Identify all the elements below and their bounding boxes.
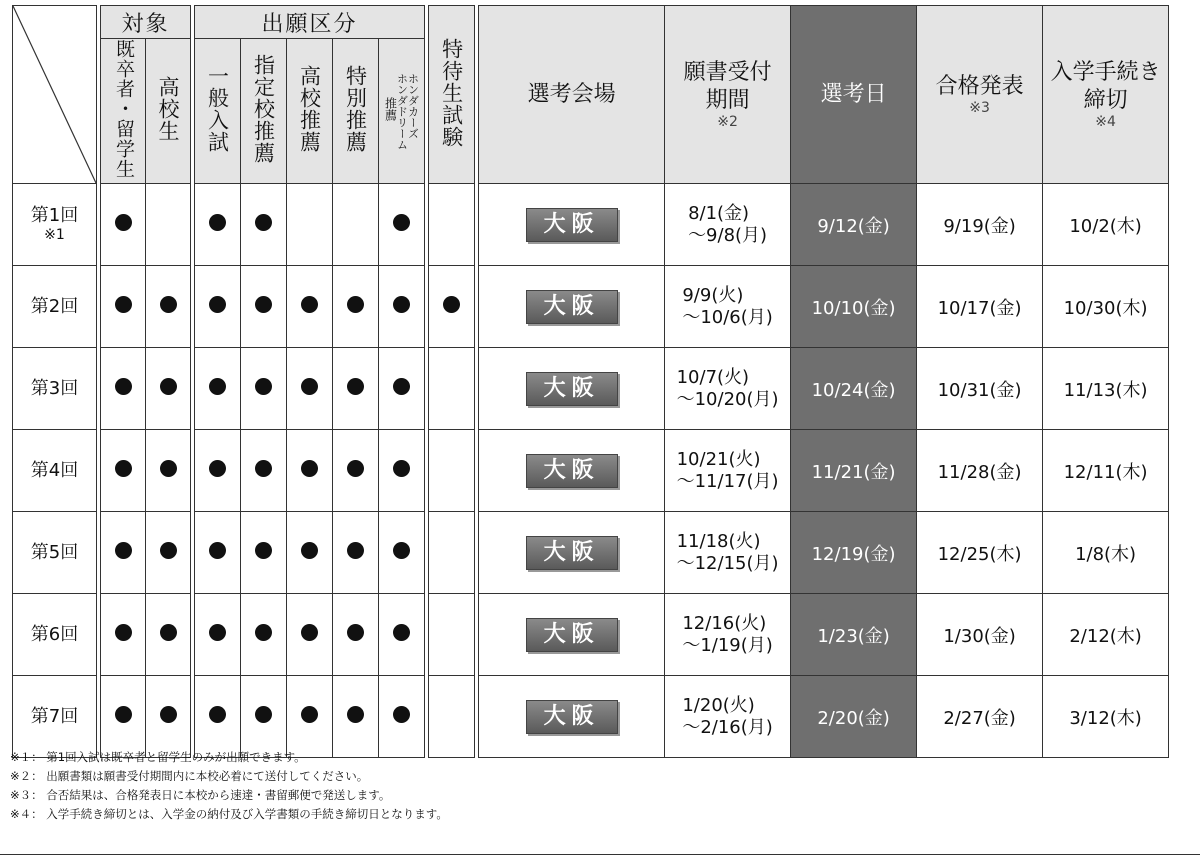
exam-date: 11/21(金): [811, 461, 896, 483]
result-date-cell: [917, 676, 1043, 758]
mark-cell: [146, 266, 191, 348]
footnote: ※３： 合否結果は、合格発表日に本校から速達・書留郵便で発送します。: [10, 788, 391, 802]
period-to: 〜1/19(月): [682, 634, 773, 656]
deadline-date: 11/13(木): [1063, 379, 1148, 401]
period-from: 10/21(火): [676, 448, 761, 470]
mark-cell: [333, 266, 379, 348]
filled-dot-icon: [301, 542, 318, 559]
schedule-table: [12, 5, 1169, 758]
filled-dot-icon: [393, 706, 410, 723]
mark-cell: [195, 512, 241, 594]
mark-cell: [101, 184, 146, 266]
exam-date-cell: [791, 430, 917, 512]
period-cell: [665, 430, 791, 512]
venue-badge: 大阪: [526, 536, 618, 570]
filled-dot-icon: [301, 624, 318, 641]
period-cell: [665, 348, 791, 430]
filled-dot-icon: [301, 706, 318, 723]
filled-dot-icon: [115, 296, 132, 313]
filled-dot-icon: [115, 378, 132, 395]
exam-date-cell: [791, 676, 917, 758]
venue-badge: 大阪: [526, 290, 618, 324]
filled-dot-icon: [160, 624, 177, 641]
table-row: [13, 184, 1169, 266]
filled-dot-icon: [160, 542, 177, 559]
mark-cell: [429, 676, 475, 758]
filled-dot-icon: [347, 460, 364, 477]
header-period: 願書受付期間 ※2: [665, 6, 791, 184]
deadline-date-cell: [1043, 266, 1169, 348]
deadline-date-cell: [1043, 676, 1169, 758]
period-cell: [665, 184, 791, 266]
exam-date: 9/12(金): [817, 215, 890, 237]
mark-cell: [429, 512, 475, 594]
table-row: [13, 348, 1169, 430]
filled-dot-icon: [160, 378, 177, 395]
mark-cell: [195, 348, 241, 430]
filled-dot-icon: [115, 624, 132, 641]
filled-dot-icon: [160, 460, 177, 477]
venue-badge: 大阪: [526, 618, 618, 652]
filled-dot-icon: [443, 296, 460, 313]
mark-cell: [146, 184, 191, 266]
header-exam-day: 選考日: [791, 6, 917, 184]
header-venue: 選考会場: [479, 6, 665, 184]
filled-dot-icon: [301, 460, 318, 477]
footnote: ※２： 出願書類は願書受付期間内に本校必着にて送付してください。: [10, 769, 369, 783]
mark-cell: [287, 266, 333, 348]
mark-cell: [241, 430, 287, 512]
filled-dot-icon: [160, 706, 177, 723]
period-cell: [665, 512, 791, 594]
mark-cell: [146, 594, 191, 676]
header-col-highschool: 高校生: [146, 39, 191, 184]
filled-dot-icon: [209, 378, 226, 395]
period-text: [677, 367, 779, 411]
mark-cell: [379, 594, 425, 676]
mark-cell: [241, 512, 287, 594]
filled-dot-icon: [347, 296, 364, 313]
period-to: 〜10/6(月): [682, 306, 773, 328]
venue-cell: [479, 348, 665, 430]
round-cell: [13, 676, 97, 758]
deadline-date: 12/11(木): [1063, 461, 1148, 483]
mark-cell: [429, 184, 475, 266]
exam-date-cell: [791, 348, 917, 430]
exam-date-cell: [791, 266, 917, 348]
period-text: [677, 531, 779, 575]
header-corner: [13, 6, 97, 184]
period-from: 9/9(火): [682, 284, 744, 306]
period-from: 1/20(火): [682, 694, 755, 716]
period-to: 〜10/20(月): [676, 388, 779, 410]
round-label: 第3回: [30, 377, 79, 399]
result-date: 12/25(木): [937, 543, 1022, 565]
result-date-cell: [917, 430, 1043, 512]
mark-cell: [379, 430, 425, 512]
round-label: 第7回: [30, 705, 79, 727]
mark-cell: [101, 594, 146, 676]
table-row: [13, 430, 1169, 512]
table-row: [13, 512, 1169, 594]
round-cell: [13, 594, 97, 676]
deadline-date: 3/12(木): [1069, 707, 1142, 729]
result-date-cell: [917, 184, 1043, 266]
filled-dot-icon: [115, 542, 132, 559]
header-col-special: 特別推薦: [333, 39, 379, 184]
mark-cell: [287, 184, 333, 266]
exam-date: 10/10(金): [811, 297, 896, 319]
filled-dot-icon: [160, 296, 177, 313]
filled-dot-icon: [255, 624, 272, 641]
round-cell: [13, 266, 97, 348]
filled-dot-icon: [115, 460, 132, 477]
filled-dot-icon: [255, 706, 272, 723]
filled-dot-icon: [301, 378, 318, 395]
result-date: 1/30(金): [943, 625, 1016, 647]
mark-cell: [333, 184, 379, 266]
mark-cell: [333, 348, 379, 430]
filled-dot-icon: [255, 378, 272, 395]
period-from: 12/16(火): [682, 612, 767, 634]
period-to: 〜11/17(月): [676, 470, 779, 492]
period-cell: [665, 676, 791, 758]
filled-dot-icon: [209, 624, 226, 641]
mark-cell: [333, 594, 379, 676]
mark-cell: [333, 512, 379, 594]
filled-dot-icon: [393, 296, 410, 313]
filled-dot-icon: [393, 542, 410, 559]
mark-cell: [241, 266, 287, 348]
venue-cell: [479, 430, 665, 512]
exam-date-cell: [791, 594, 917, 676]
period-text: [682, 695, 772, 739]
footnote: ※４： 入学手続き締切とは、入学金の納付及び入学書類の手続き締切日となります。: [10, 807, 448, 821]
header-target-group: 対象: [101, 6, 191, 39]
mark-cell: [379, 676, 425, 758]
filled-dot-icon: [209, 542, 226, 559]
period-text: [682, 285, 772, 329]
period-from: 11/18(火): [676, 530, 761, 552]
result-date-cell: [917, 348, 1043, 430]
mark-cell: [379, 184, 425, 266]
mark-cell: [241, 184, 287, 266]
filled-dot-icon: [393, 624, 410, 641]
deadline-date: 10/2(木): [1069, 215, 1142, 237]
table-row: [13, 266, 1169, 348]
bottom-rule: [0, 854, 1200, 855]
venue-badge: 大阪: [526, 454, 618, 488]
mark-cell: [241, 676, 287, 758]
mark-cell: [101, 266, 146, 348]
period-cell: [665, 266, 791, 348]
header-col-honda: ホンダカーズ ホンダドリーム 推薦: [379, 39, 425, 184]
mark-cell: [146, 430, 191, 512]
venue-cell: [479, 512, 665, 594]
mark-cell: [379, 348, 425, 430]
filled-dot-icon: [255, 542, 272, 559]
venue-badge: 大阪: [526, 700, 618, 734]
header-deadline: 入学手続き締切 ※4: [1043, 6, 1169, 184]
venue-cell: [479, 594, 665, 676]
filled-dot-icon: [255, 296, 272, 313]
deadline-date-cell: [1043, 348, 1169, 430]
period-cell: [665, 594, 791, 676]
table-row: [13, 676, 1169, 758]
venue-badge: 大阪: [526, 208, 618, 242]
header-result: 合格発表 ※3: [917, 6, 1043, 184]
deadline-date-cell: [1043, 512, 1169, 594]
period-to: 〜2/16(月): [682, 716, 773, 738]
result-date: 11/28(金): [937, 461, 1022, 483]
mark-cell: [241, 594, 287, 676]
mark-cell: [195, 430, 241, 512]
round-label: 第6回: [30, 623, 79, 645]
mark-cell: [195, 594, 241, 676]
result-date: 10/17(金): [937, 297, 1022, 319]
period-text: [677, 449, 779, 493]
filled-dot-icon: [255, 460, 272, 477]
period-to: 〜9/8(月): [688, 224, 768, 246]
mark-cell: [429, 594, 475, 676]
mark-cell: [287, 430, 333, 512]
deadline-date: 2/12(木): [1069, 625, 1142, 647]
period-text: [682, 613, 772, 657]
mark-cell: [287, 594, 333, 676]
filled-dot-icon: [393, 460, 410, 477]
mark-cell: [195, 676, 241, 758]
exam-date-cell: [791, 184, 917, 266]
header-tokutai: 特待生試験: [429, 6, 475, 184]
deadline-date-cell: [1043, 430, 1169, 512]
venue-cell: [479, 266, 665, 348]
result-date: 10/31(金): [937, 379, 1022, 401]
header-col-graduates: 既卒者・留学生: [101, 39, 146, 184]
period-text: [688, 203, 767, 247]
filled-dot-icon: [209, 706, 226, 723]
table-row: [13, 594, 1169, 676]
filled-dot-icon: [347, 542, 364, 559]
filled-dot-icon: [115, 214, 132, 231]
mark-cell: [287, 676, 333, 758]
mark-cell: [287, 512, 333, 594]
mark-cell: [241, 348, 287, 430]
filled-dot-icon: [115, 706, 132, 723]
diagonal-line: [13, 6, 96, 183]
filled-dot-icon: [209, 460, 226, 477]
mark-cell: [146, 348, 191, 430]
mark-cell: [379, 512, 425, 594]
round-label: 第1回: [30, 205, 79, 227]
footnotes: [10, 748, 448, 824]
round-cell: [13, 512, 97, 594]
mark-cell: [146, 512, 191, 594]
deadline-date: 1/8(木): [1075, 543, 1137, 565]
mark-cell: [429, 430, 475, 512]
header-col-designated: 指定校推薦: [241, 39, 287, 184]
mark-cell: [379, 266, 425, 348]
mark-cell: [287, 348, 333, 430]
mark-cell: [101, 676, 146, 758]
round-note: ※1: [44, 226, 65, 243]
venue-badge: 大阪: [526, 372, 618, 406]
mark-cell: [146, 676, 191, 758]
filled-dot-icon: [209, 296, 226, 313]
result-date-cell: [917, 594, 1043, 676]
header-col-general: 一般入試: [195, 39, 241, 184]
header-category-group: 出願区分: [195, 6, 425, 39]
filled-dot-icon: [347, 378, 364, 395]
filled-dot-icon: [301, 296, 318, 313]
round-cell: [13, 348, 97, 430]
venue-cell: [479, 184, 665, 266]
deadline-date-cell: [1043, 594, 1169, 676]
round-cell: [13, 184, 97, 266]
filled-dot-icon: [347, 624, 364, 641]
exam-date: 2/20(金): [817, 707, 890, 729]
mark-cell: [101, 430, 146, 512]
exam-date: 1/23(金): [817, 625, 890, 647]
filled-dot-icon: [255, 214, 272, 231]
header-col-hs-recommend: 高校推薦: [287, 39, 333, 184]
footnote: ※１： 第1回入試は既卒者と留学生のみが出願できます。: [10, 750, 306, 764]
period-to: 〜12/15(月): [676, 552, 779, 574]
venue-cell: [479, 676, 665, 758]
round-label: 第5回: [30, 541, 79, 563]
mark-cell: [101, 348, 146, 430]
round-label: 第4回: [30, 459, 79, 481]
mark-cell: [333, 676, 379, 758]
result-date-cell: [917, 512, 1043, 594]
period-from: 8/1(金): [688, 202, 750, 224]
deadline-date-cell: [1043, 184, 1169, 266]
mark-cell: [333, 430, 379, 512]
filled-dot-icon: [209, 214, 226, 231]
mark-cell: [195, 266, 241, 348]
exam-date-cell: [791, 512, 917, 594]
result-date: 9/19(金): [943, 215, 1016, 237]
mark-cell: [101, 512, 146, 594]
exam-date: 12/19(金): [811, 543, 896, 565]
period-from: 10/7(火): [676, 366, 750, 388]
round-cell: [13, 430, 97, 512]
deadline-date: 10/30(木): [1063, 297, 1148, 319]
mark-cell: [195, 184, 241, 266]
filled-dot-icon: [393, 214, 410, 231]
round-label: 第2回: [30, 295, 79, 317]
result-date-cell: [917, 266, 1043, 348]
mark-cell: [429, 266, 475, 348]
filled-dot-icon: [347, 706, 364, 723]
result-date: 2/27(金): [943, 707, 1016, 729]
filled-dot-icon: [393, 378, 410, 395]
exam-date: 10/24(金): [811, 379, 896, 401]
mark-cell: [429, 348, 475, 430]
